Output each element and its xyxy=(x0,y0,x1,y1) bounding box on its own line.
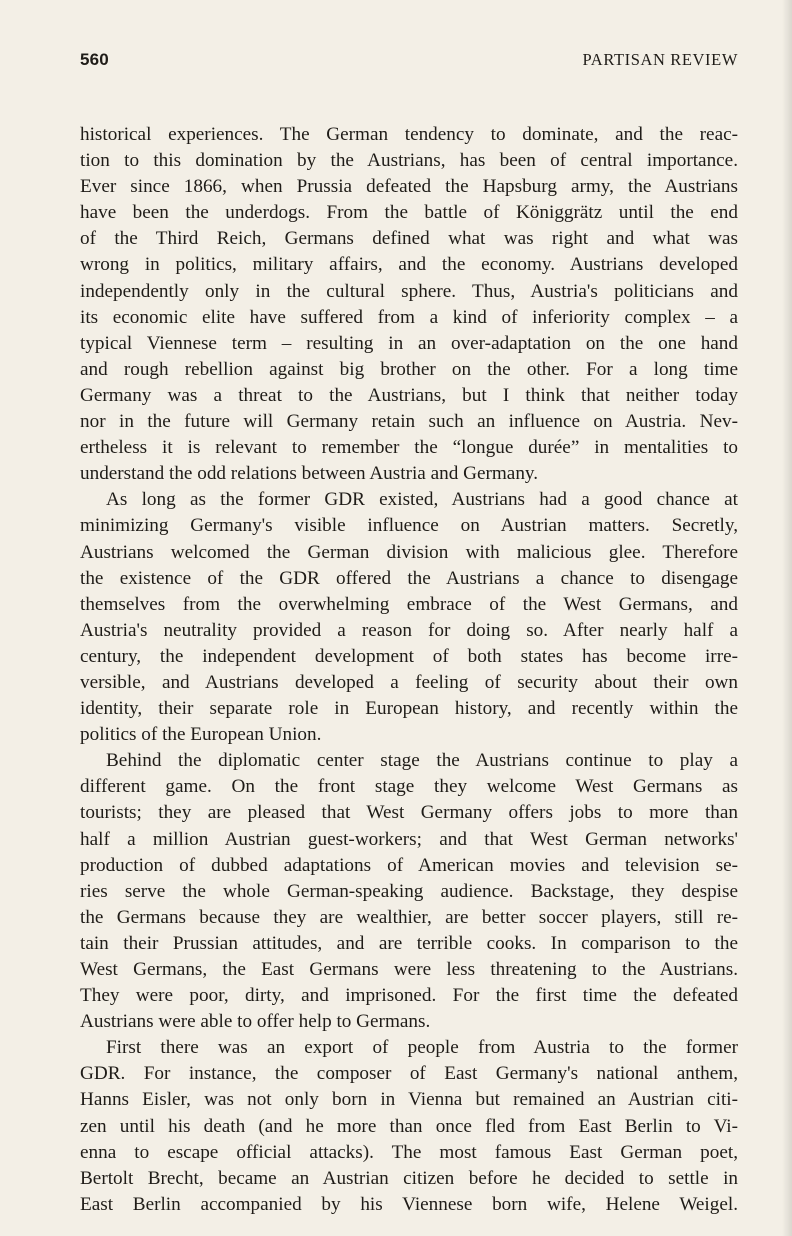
text-line: production of dubbed adaptations of American movies and television se- xyxy=(80,854,738,876)
text-line: versible, and Austrians developed a feeling of security about their own xyxy=(80,671,738,693)
text-line: nor in the future will Germany retain such an influence on Austria. Nev- xyxy=(80,411,738,433)
text-line: Ever since 1866, when Prussia defeated the Hapsburg army, the Austrians xyxy=(80,176,738,198)
text-line: zen until his death (and he more than once fled from East Berlin to Vi- xyxy=(80,1115,738,1137)
text-line: tourists; they are pleased that West Germany offers jobs to more than xyxy=(80,802,738,824)
text-line: Behind the diplomatic center stage the Austrians continue to play a xyxy=(106,750,738,772)
text-line: and rough rebellion against big brother on the other. For a long time xyxy=(80,358,738,380)
paragraph xyxy=(80,748,738,1035)
text-line: century, the independent development of both states has become irre- xyxy=(80,645,738,667)
text-line: East Berlin accompanied by his Viennese born wife, Helene Weigel. xyxy=(80,1193,738,1215)
text-line: Austrians were able to offer help to Germans. xyxy=(80,1011,431,1033)
text-line: tain their Prussian attitudes, and are terrible cooks. In comparison to the xyxy=(80,932,738,954)
text-line: Bertolt Brecht, became an Austrian citizen before he decided to settle in xyxy=(80,1167,738,1189)
text-line: identity, their separate role in European history, and recently within the xyxy=(80,698,738,720)
text-line: have been the underdogs. From the battle of Königgrätz until the end xyxy=(80,202,738,224)
paragraph xyxy=(80,1035,738,1218)
text-line: understand the odd relations between Austria and Germany. xyxy=(80,463,539,485)
text-line: minimizing Germany's visible influence on Austrian matters. Secretly, xyxy=(80,515,738,537)
text-line: the Germans because they are wealthier, are better soccer players, still re- xyxy=(80,906,738,928)
text-line: As long as the former GDR existed, Austrians had a good chance at xyxy=(106,489,738,511)
text-line: ries serve the whole German-speaking audience. Backstage, they despise xyxy=(80,880,738,902)
text-line: independently only in the cultural sphere. Thus, Austria's politicians and xyxy=(80,280,738,302)
text-line: different game. On the front stage they welcome West Germans as xyxy=(80,776,738,798)
running-head: PARTISAN REVIEW xyxy=(582,50,738,69)
text-line: the existence of the GDR offered the Austrians a chance to disengage xyxy=(80,567,738,589)
body-text xyxy=(80,122,738,1218)
text-line: GDR. For instance, the composer of East Germany's national anthem, xyxy=(80,1063,738,1085)
text-line: enna to escape official attacks). The most famous East German poet, xyxy=(80,1141,738,1163)
text-line: Hanns Eisler, was not only born in Vienna but remained an Austrian citi- xyxy=(80,1089,738,1111)
text-line: typical Viennese term – resulting in an over-adaptation on the one hand xyxy=(80,332,738,354)
text-line: First there was an export of people from Austria to the former xyxy=(106,1037,738,1059)
text-line: tion to this domination by the Austrians, has been of central importance. xyxy=(80,150,738,172)
text-line: half a million Austrian guest-workers; and that West German networks' xyxy=(80,828,738,850)
paragraph xyxy=(80,122,738,487)
page-number: 560 xyxy=(80,50,109,69)
text-line: Austrians welcomed the German division with malicious glee. Therefore xyxy=(80,541,738,563)
text-line: themselves from the overwhelming embrace of the West Germans, and xyxy=(80,593,738,615)
text-line: ertheless it is relevant to remember the “longue durée” in mentalities to xyxy=(80,437,738,459)
text-line: its economic elite have suffered from a kind of inferiority complex – a xyxy=(80,306,738,328)
text-line: politics of the European Union. xyxy=(80,724,322,746)
text-line: They were poor, dirty, and imprisoned. For the first time the defeated xyxy=(80,985,738,1007)
text-line: of the Third Reich, Germans defined what was right and what was xyxy=(80,228,738,250)
page-edge-shadow xyxy=(782,0,792,1236)
text-line: wrong in politics, military affairs, and the economy. Austrians developed xyxy=(80,254,738,276)
page-header xyxy=(80,50,738,74)
text-line: Germany was a threat to the Austrians, but I think that neither today xyxy=(80,384,738,406)
paragraph xyxy=(80,487,738,748)
text-line: West Germans, the East Germans were less threatening to the Austrians. xyxy=(80,959,738,980)
text-line: historical experiences. The German tendency to dominate, and the reac- xyxy=(80,124,738,145)
text-line: Austria's neutrality provided a reason for doing so. After nearly half a xyxy=(80,619,738,641)
